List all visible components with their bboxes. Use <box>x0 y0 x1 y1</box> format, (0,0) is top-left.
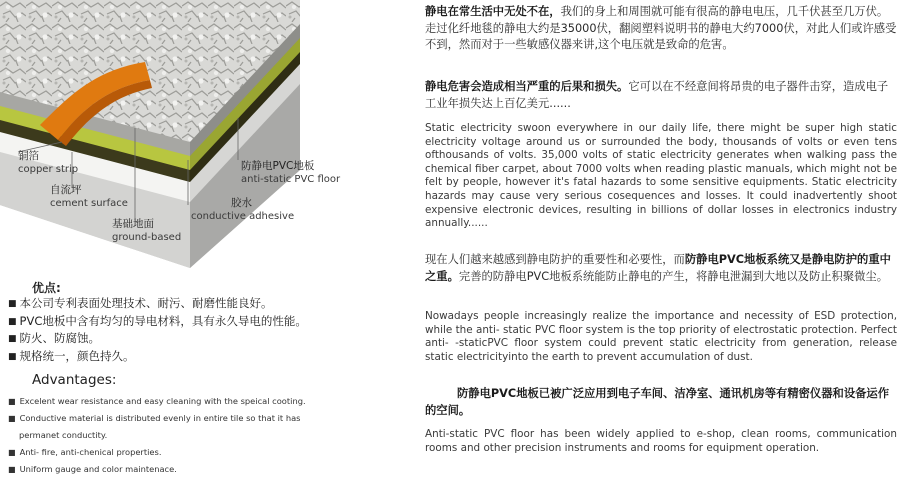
list-item: ■ PVC地板中含有均匀的导电材料，具有永久导电的性能。 <box>8 313 307 331</box>
label-conductive-adhesive: 胶水 conductive adhesive <box>191 197 295 222</box>
advantages-cn-title: 优点: <box>32 281 61 295</box>
paragraph-en-3: Anti-static PVC floor has been widely applied to e-shop, clean rooms, communication rooms and other precision instruments and rooms for equipment operation. <box>425 428 897 454</box>
advantages-en-title: Advantages: <box>32 372 117 388</box>
list-item: ■ Uniform gauge and color maintenace. <box>8 463 177 474</box>
paragraph-cn-2: 静电危害会造成相当严重的后果和损失。它可以在不经意间将昂贵的电子器件击穿，造成电子工业年损失达上百亿美元...... <box>425 80 889 110</box>
advantages-en-list <box>8 393 306 478</box>
list-item: ■ 防火、防腐蚀。 <box>8 330 307 348</box>
list-item-continuation: permanet conductity. <box>19 430 108 441</box>
label-cement-surface: 自流坪 cement surface <box>50 184 128 209</box>
paragraph-en-2: Nowadays people increasingly realize the importance and necessity of ESD protection, while the anti- static PVC floor system is the top priority of electrostatic protection. Perfect anti- -staticPVC floor system could prevent static electricity from generation, release static electricityinto the earth to prevent accumulation of dust. <box>425 310 897 363</box>
label-ground-based: 基础地面 ground-based <box>112 218 182 243</box>
paragraph-cn-3: 现在人们越来越感到静电防护的重要性和必要性，而防静电PVC地板系统又是静电防护的重中之重。完善的防静电PVC地板系统能防止静电的产生，将静电泄漏到大地以及防止积聚微尘。 <box>425 253 891 283</box>
list-item: ■ Anti- fire, anti-chenical properties. <box>8 446 162 457</box>
paragraph-cn-4: 防静电PVC地板已被广泛应用到电子车间、洁净室、通讯机房等有精密仪器和设备运作的空间。 <box>425 387 890 417</box>
paragraph-en-1: Static electricity swoon everywhere in our daily life, there might be super high static electricity voltage around us or surrounded the body, thousands of volts or even tens ofthousands of volts. 35,000 volts of static electricity generates when walking pass the chemical fiber carpet, about 7000 volts when reading plastic manuals, which might not be felt by people, however it's fatal hazards to some sensitive equipments. Static electricity hazards may cause very serious cosequences and losses. It could inadvertently shoot expensive electronic devices, resulting in billions of dollar losses in electronics industry annually...... <box>425 122 897 230</box>
label-copper-strip: 铜箔 copper strip <box>18 150 79 175</box>
floor-layer-diagram <box>0 0 400 268</box>
list-item: ■ 规格统一，颜色持久。 <box>8 348 307 366</box>
list-item: ■ Excelent wear resistance and easy cleaning with the speical cooting. <box>8 396 306 406</box>
advantages-cn-list <box>8 295 307 365</box>
label-pvc-floor: 防静电PVC地板 anti-static PVC floor <box>241 160 341 185</box>
list-item: ■ 本公司专利表面处理技术、耐污、耐磨性能良好。 <box>8 295 307 313</box>
paragraph-cn-1: 静电在常生活中无处不在，我们的身上和周围就可能有很高的静电电压，几千伏甚至几万伏。走过化纤地毯的静电大约是35000伏，翻阅塑料说明书的静电大约7000伏，对此人们或许感受不到，然而对于一些敏感仪器来讲,这个电压就是致命的危害。 <box>425 5 897 52</box>
list-item: ■ Conductive material is distributed evenly in entire tile so that it has <box>8 413 301 424</box>
